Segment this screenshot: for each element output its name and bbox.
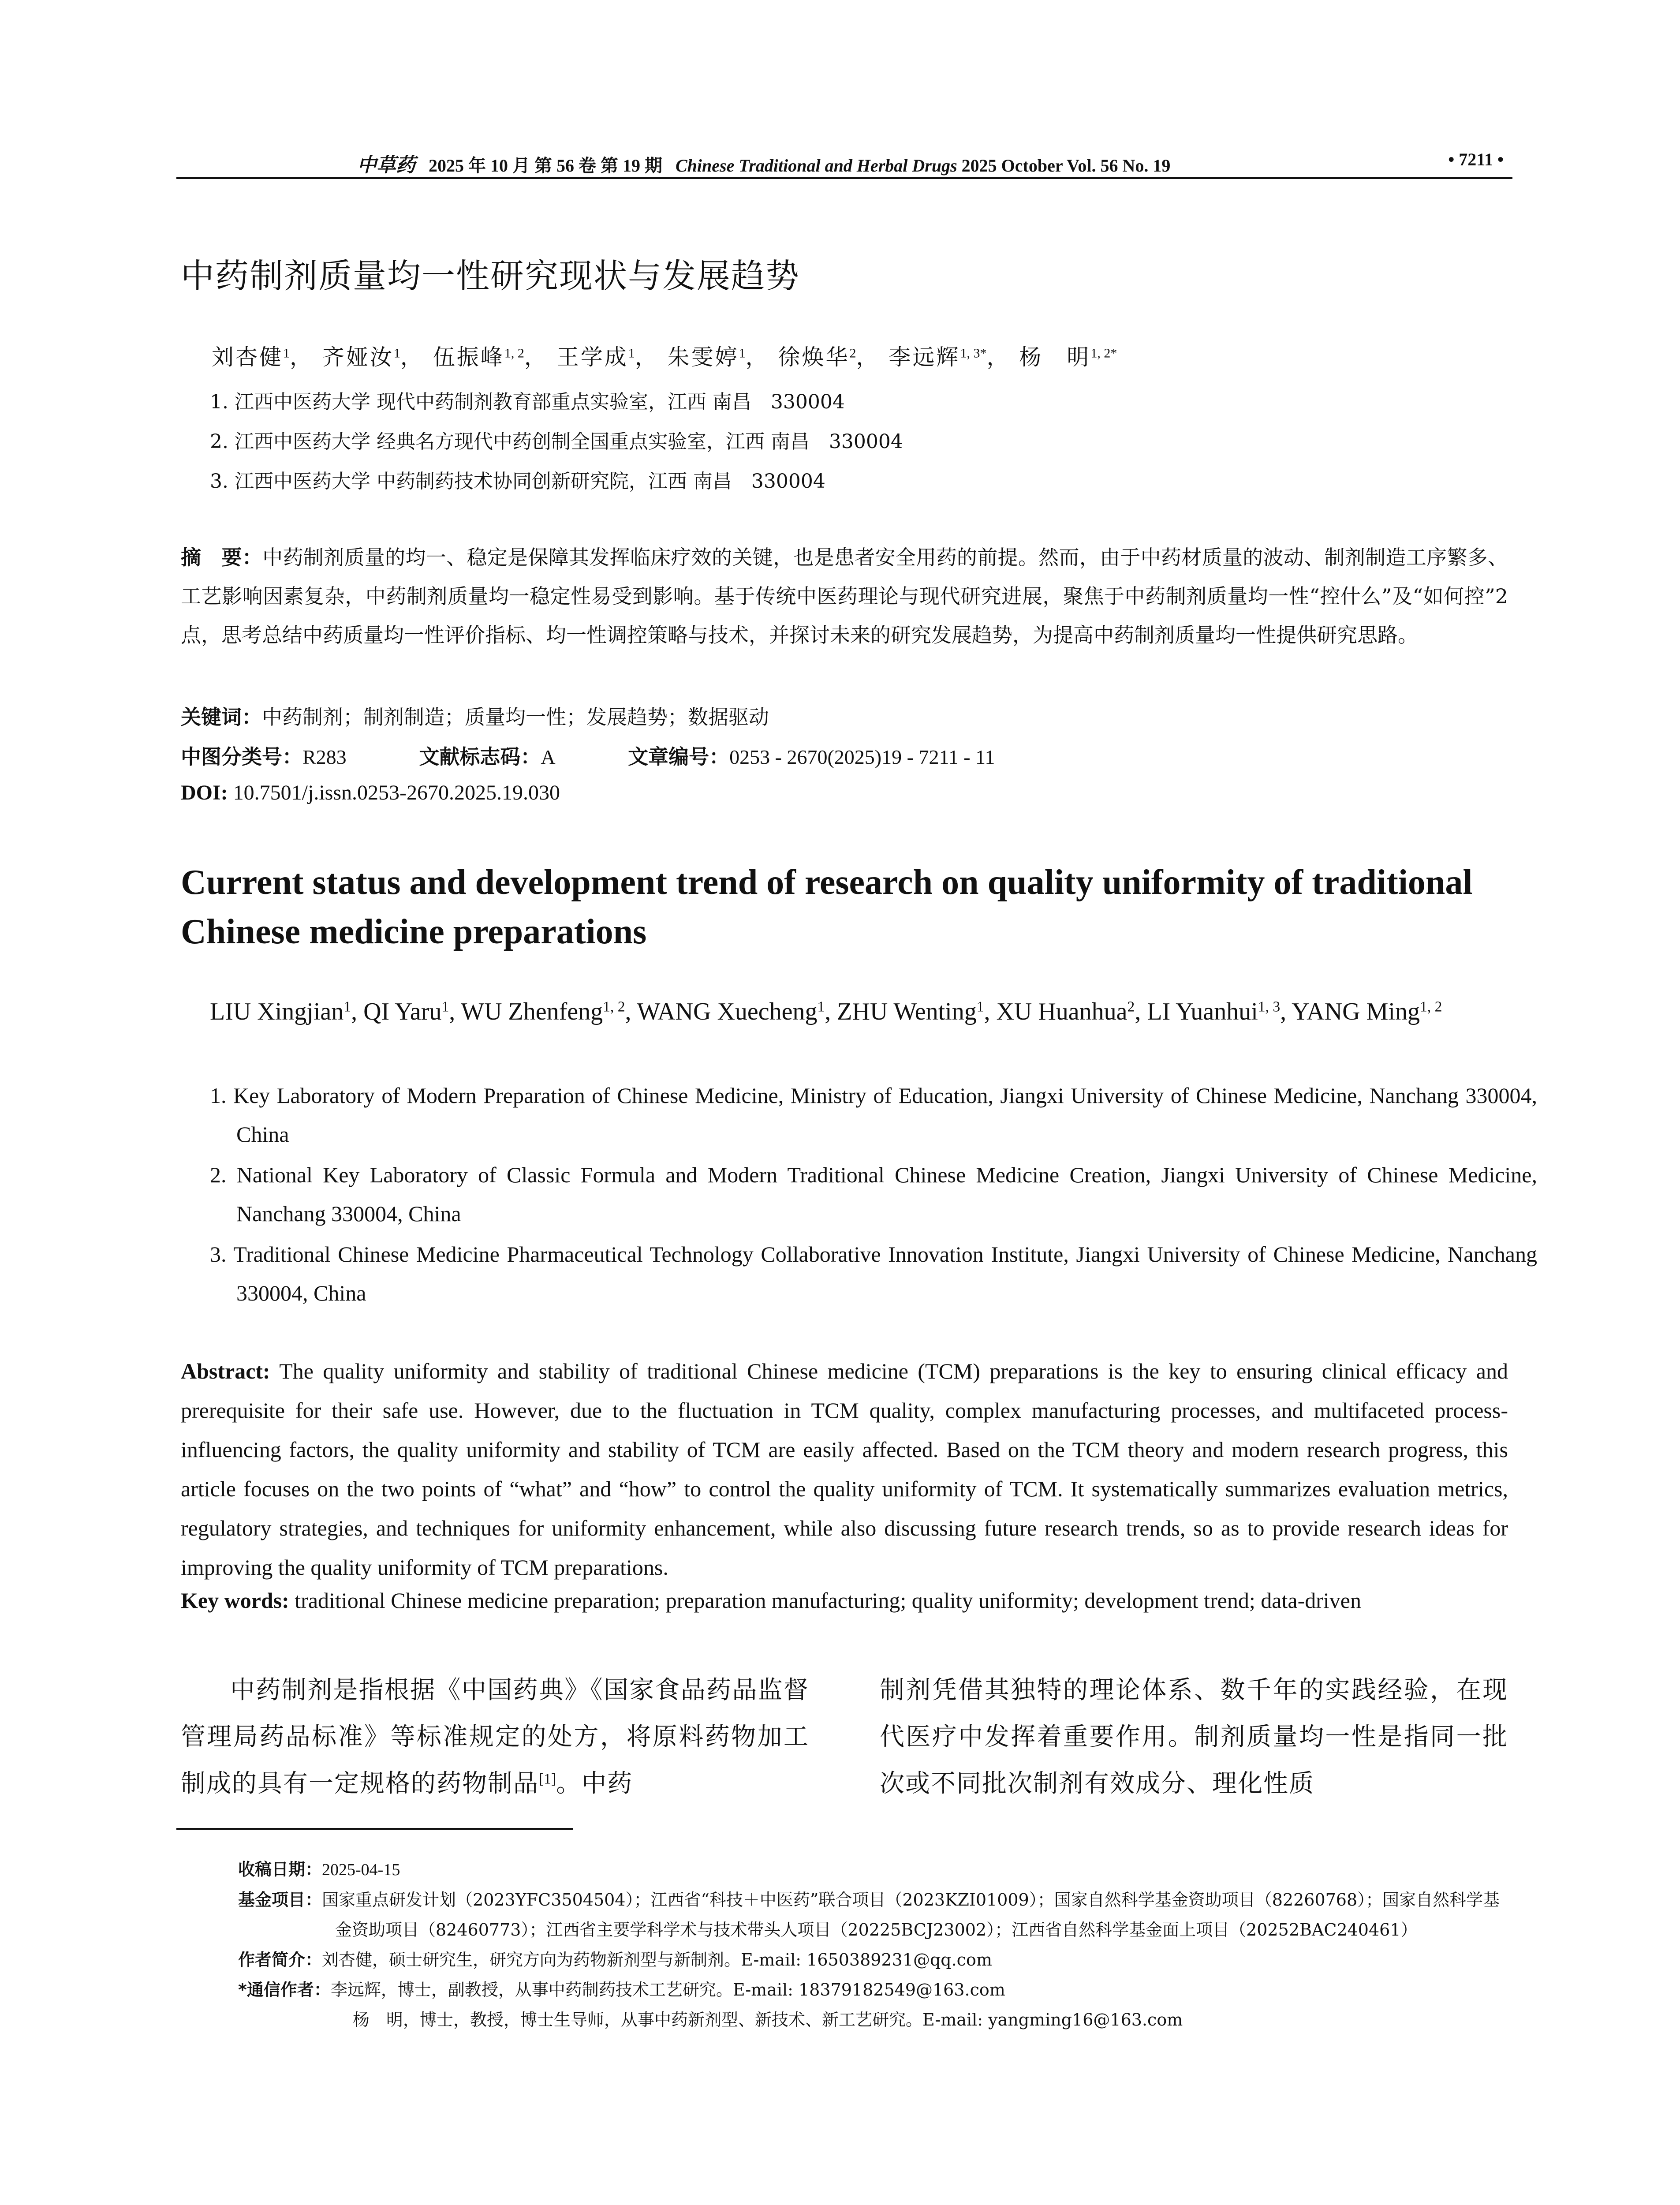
corresponding-text-1: 李远辉，博士，副教授，从事中药制药技术工艺研究。E-mail: 18379182549@163.com <box>330 1980 1005 1999</box>
cn-author-name: 王学成 <box>556 344 628 370</box>
en-author-name: WU Zhenfeng <box>461 998 603 1025</box>
body-column-right: 制剂凭借其独特的理论体系、数千年的实践经验，在现代医疗中发挥着重要作用。制剂质量均一性是指同一批次或不同批次制剂有效成分、理化性质 <box>880 1676 1508 1798</box>
fund-text: 国家重点研发计划（2023YFC3504504）；江西省“科技＋中医药”联合项目（2023KZI01009）；国家自然科学基金资助项目（82260768）；国家自然科学基金资助项目（82460773）；江西省主要学科学术与技术带头人项目（20225BCJ23002）；江西省自然科学基金面上项目（20252BAC240461） <box>322 1890 1500 1940</box>
cn-author-aff: 2 <box>849 346 856 361</box>
en-author-aff: 1, 2 <box>1419 998 1442 1015</box>
en-author-name: QI Yaru <box>363 998 442 1025</box>
header-issue-en: 2025 October Vol. 56 No. 19 <box>961 156 1171 176</box>
cn-author-aff: 1 <box>628 346 635 361</box>
cn-author-name: 杨 明 <box>1019 344 1091 370</box>
footnote-divider <box>176 1828 573 1830</box>
en-author-aff: 1 <box>817 998 825 1015</box>
cn-author-aff: 1 <box>739 346 746 361</box>
body-text: 中药制剂是指根据《中国药典》《国家食品药品监督管理局药品标准》等标准规定的处方，将原料药物加工制成的具有一定规格的药物制品 <box>181 1676 809 1798</box>
en-author-name: ZHU Wenting <box>837 998 977 1025</box>
en-affiliation: 1. Key Laboratory of Modern Preparation of Chinese Medicine, Ministry of Education, Jiangxi University of Chinese Medicine, Nanchang 330004, China <box>210 1083 1537 1147</box>
cn-author-aff: 1, 2 <box>504 346 524 361</box>
doc-code-label: 文献标志码： <box>419 745 541 769</box>
cn-author-aff: 1, 2* <box>1090 346 1117 361</box>
cn-author-name: 朱雯婷 <box>667 344 739 370</box>
en-keywords-label: Key words: <box>181 1588 289 1613</box>
en-affiliation: 2. National Key Laboratory of Classic Formula and Modern Traditional Chinese Medicine Creation, Jiangxi University of Chinese Medicine, Nanchang 330004, China <box>210 1162 1537 1226</box>
en-author-name: LIU Xingjian <box>210 998 344 1025</box>
en-abstract-label: Abstract: <box>181 1359 270 1383</box>
article-number-label: 文章编号： <box>628 745 730 769</box>
chinese-keywords <box>181 701 769 730</box>
cn-author-name: 伍振峰 <box>433 344 504 370</box>
footnote-corresponding-2: 杨 明，博士，教授，博士生导师，从事中药新剂型、新技术、新工艺研究。E-mail: yangming16@163.com <box>353 2010 1183 2029</box>
cn-author-name: 齐娅汝 <box>322 344 394 370</box>
header-journal-en: Chinese Traditional and Herbal Drugs <box>676 156 957 176</box>
english-keywords <box>181 1588 1361 1613</box>
doi-line <box>181 781 560 805</box>
english-abstract <box>181 1352 1508 1587</box>
cn-abstract-label: 摘 要： <box>181 546 263 569</box>
en-author-name: YANG Ming <box>1292 998 1420 1025</box>
en-author-name: XU Huanhua <box>996 998 1127 1025</box>
en-author-name: LI Yuanhui <box>1147 998 1258 1025</box>
en-author-aff: 1 <box>976 998 984 1015</box>
chinese-authors: 刘杏健$^1$， 齐娅汝$^1$， 伍振峰$^{1, 2}$， 王学成$^1$， 朱雯婷$^1$， 徐焕华$^2$， 李远辉$^{1, 3*}$， 杨 明$^{1, 2*}$ <box>212 344 1117 370</box>
cn-author-name: 李远辉 <box>889 344 960 370</box>
cn-author-aff: 1 <box>393 346 400 361</box>
footnote-author <box>238 1945 1512 1975</box>
doi-link[interactable]: 10.7501/j.issn.0253-2670.2025.19.030 <box>233 781 560 804</box>
cn-affiliation: 1. 江西中医药大学 现代中药制剂教育部重点实验室，江西 南昌 330004 <box>210 391 845 413</box>
header-left <box>357 149 1170 177</box>
corresponding-label: *通信作者： <box>238 1980 331 1999</box>
clc-value: R283 <box>302 746 347 768</box>
running-header <box>176 142 1512 179</box>
doc-code-value: A <box>541 746 556 768</box>
article-number-value: 0253 - 2670(2025)19 - 7211 - 11 <box>729 746 995 768</box>
received-date: 2025-04-15 <box>322 1861 400 1879</box>
en-author-aff: 1 <box>441 998 449 1015</box>
english-title: Current status and development trend of research on quality uniformity of traditional Chinese medicine preparations <box>181 863 1473 951</box>
en-author-aff: 2 <box>1127 998 1135 1015</box>
en-keywords-text: traditional Chinese medicine preparation; preparation manufacturing; quality uniformity; development trend; data-driven <box>295 1588 1361 1613</box>
fund-label: 基金项目： <box>238 1890 322 1910</box>
footnotes <box>238 1854 1512 2035</box>
en-author-aff: 1, 3 <box>1258 998 1281 1015</box>
footnote-fund <box>238 1885 1512 1945</box>
chinese-abstract <box>181 538 1508 654</box>
journal-brand: 中草药 <box>357 154 415 176</box>
footnote-received <box>238 1854 1512 1885</box>
en-abstract-text: The quality uniformity and stability of traditional Chinese medicine (TCM) preparations is the key to ensuring clinical efficacy and prerequisite for their safe use. However, due to the fluctuation in TCM quality, complex manufacturing processes, and multifaceted process-influencing factors, the quality uniformity and stability of TCM are easily affected. Based on the TCM theory and modern research progress, this article focuses on the two points of “what” and “how” to control the quality uniformity of TCM. It systematically summarizes evaluation metrics, regulatory strategies, and techniques for uniformity enhancement, while also discussing future research trends, so as to provide research ideas for improving the quality uniformity of TCM preparations. <box>181 1359 1508 1580</box>
chinese-title: 中药制剂质量均一性研究现状与发展趋势 <box>181 256 800 295</box>
header-issue-cn: 2025 年 10 月 第 56 卷 第 19 期 <box>429 156 662 176</box>
cn-affiliation: 3. 江西中医药大学 中药制药技术协同创新研究院，江西 南昌 330004 <box>210 470 825 493</box>
cn-affiliation: 2. 江西中医药大学 经典名方现代中药创制全国重点实验室，江西 南昌 330004 <box>210 430 903 453</box>
body-column-left <box>181 1667 809 1807</box>
page-number: • 7211 • <box>1448 149 1504 169</box>
footnote-corresponding <box>238 1975 1512 2005</box>
en-author-aff: 1 <box>343 998 351 1015</box>
author-bio-text: 刘杏健，硕士研究生，研究方向为药物新剂型与新制剂。E-mail: 1650389231@qq.com <box>322 1950 992 1970</box>
cn-author-name: 刘杏健 <box>212 344 283 370</box>
cn-keywords-label: 关键词： <box>181 705 262 729</box>
cn-abstract-text: 中药制剂质量的均一、稳定是保障其发挥临床疗效的关键，也是患者安全用药的前提。然而，由于中药材质量的波动、制剂制造工序繁多、工艺影响因素复杂，中药制剂质量均一稳定性易受到影响。基于传统中医药理论与现代研究进展，聚焦于中药制剂质量均一性“控什么”及“如何控”2 点，思考总结中药质量均一性评价指标、均一性调控策略与技术，并探讨未来的研究发展趋势，为提高中药制剂质量均一性提供研究思路。 <box>181 546 1508 647</box>
clc-label: 中图分类号： <box>181 745 302 769</box>
en-affiliation: 3. Traditional Chinese Medicine Pharmaceutical Technology Collaborative Innovation Institute, Jiangxi University of Chinese Medicine, Nanchang 330004, China <box>210 1242 1537 1305</box>
en-author-name: WANG Xuecheng <box>637 998 818 1025</box>
received-label: 收稿日期： <box>238 1860 322 1879</box>
cn-author-aff: 1 <box>283 346 290 361</box>
en-author-aff: 1, 2 <box>603 998 625 1015</box>
cn-author-name: 徐焕华 <box>778 344 850 370</box>
author-bio-label: 作者简介： <box>238 1950 322 1970</box>
english-authors: LIU Xingjian$^1$, QI Yaru$^1$, WU Zhenfeng$^{1, 2}$, WANG Xuecheng$^1$, ZHU Wenting$^1$, XU Huanhua$^2$, LI Yuanhui$^{1, 3}$, YANG Ming$^{1, 2}$ <box>210 998 1442 1025</box>
cn-keywords-text: 中药制剂；制剂制造；质量均一性；发展趋势；数据驱动 <box>262 705 769 729</box>
citation-link[interactable]: [1] <box>539 1771 556 1787</box>
cn-author-aff: 1, 3* <box>960 346 987 361</box>
body-text: 。中药 <box>556 1769 633 1798</box>
classification-line <box>181 741 995 770</box>
doi-label: DOI: <box>181 781 228 804</box>
